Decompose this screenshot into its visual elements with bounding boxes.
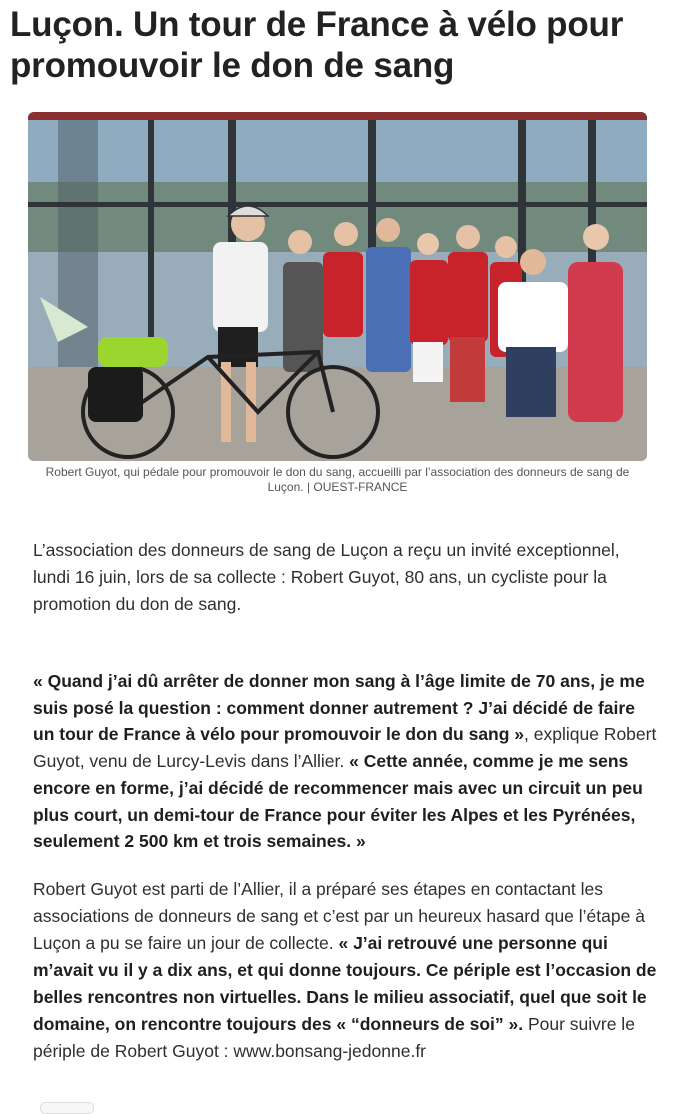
body-quote: « J’ai retrouvé une personne qui m’avait vu il y a dix ans, et qui donne toujours. Ce périple est l’occasion de belles rencontres non virtuelles. Dans le milieu associatif, quel que soit le domaine, on rencontre toujours des « “donneurs de soi” ». <box>33 933 657 1034</box>
quote-part-1: « Quand j’ai dû arrêter de donner mon sang à l’âge limite de 70 ans, je me suis posé la question : comment donner autrement ? J’ai décidé de faire un tour de France à vélo pour promouvoir le don du sang » <box>33 671 645 745</box>
article-headline: Luçon. Un tour de France à vélo pour promouvoir le don de sang <box>10 5 624 85</box>
body-text-2: Pour suivre le périple de Robert Guyot : www.bonsang-jedonne.fr <box>33 1014 635 1061</box>
pannier-bag <box>88 367 143 422</box>
body-text-1: Robert Guyot est parti de l’Allier, il a préparé ses étapes en contactant les associations de donneurs de sang et c’est par un heureux hasard que l’étape à Luçon a pu se faire un jour de collecte. <box>33 879 645 953</box>
quote-attribution: , explique Robert Guyot, venu de Lurcy-Levis dans l’Allier. <box>33 724 657 772</box>
body-paragraph <box>33 876 658 1065</box>
green-bag <box>98 337 168 367</box>
article-photo[interactable] <box>28 112 647 461</box>
quote-paragraph <box>33 668 658 855</box>
article-lead-paragraph: L’association des donneurs de sang de Luçon a reçu un invité exceptionnel, lundi 16 juin, lors de sa collecte : Robert Guyot, 80 ans, un cycliste pour la promotion du don de sang. <box>33 540 620 614</box>
quote-part-2: « Cette année, comme je me sens encore en forme, j’ai décidé de recommencer mais avec un circuit un peu plus court, un demi-tour de France pour éviter les Alpes et les Pyrénées, seulement 2 500 km et trois semaines. » <box>33 751 643 852</box>
photo-caption: Robert Guyot, qui pédale pour promouvoir le don du sang, accueilli par l’association des donneurs de sang de Luçon. | OUEST-FRANCE <box>45 465 630 494</box>
photo-illustration <box>28 112 647 461</box>
bottom-element-stub <box>40 1102 94 1114</box>
